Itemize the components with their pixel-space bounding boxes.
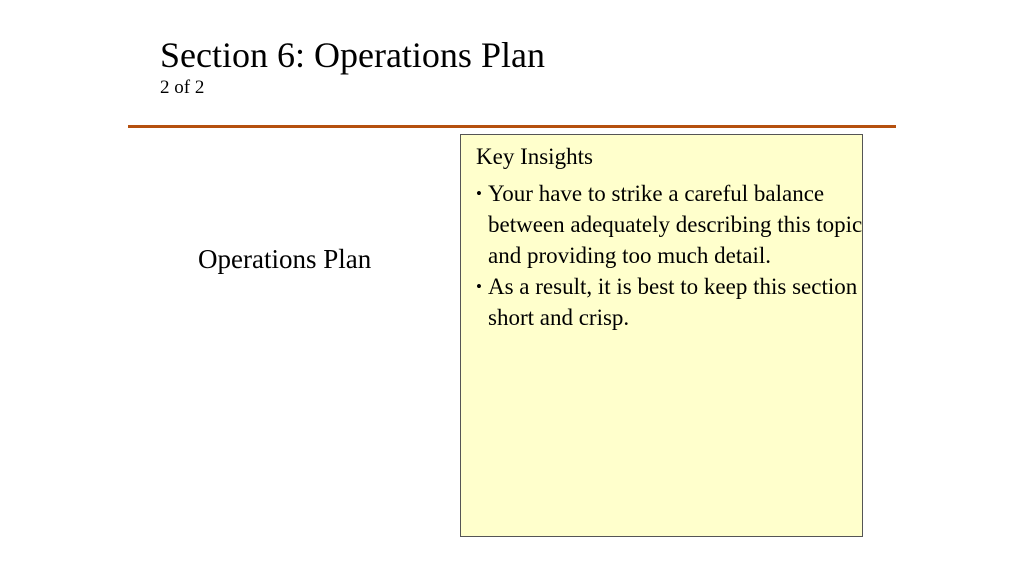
slide-title: Section 6: Operations Plan: [160, 35, 545, 75]
insight-bullet: [475, 178, 867, 271]
operations-plan-label: Operations Plan: [198, 244, 372, 274]
slide-page-indicator: 2 of 2: [160, 77, 205, 98]
insight-text: As a result, it is best to keep this section short and crisp.: [488, 274, 858, 330]
key-insights-box: [460, 134, 863, 537]
key-insights-heading: Key Insights: [476, 144, 593, 169]
insight-text: Your have to strike a careful balance between adequately describing this topic and providing too much detail.: [488, 181, 863, 268]
key-insights-list: [475, 178, 867, 333]
insight-bullet: [475, 271, 867, 333]
title-divider: [128, 125, 896, 128]
bullet-icon: •: [476, 277, 482, 296]
bullet-icon: •: [476, 184, 482, 203]
